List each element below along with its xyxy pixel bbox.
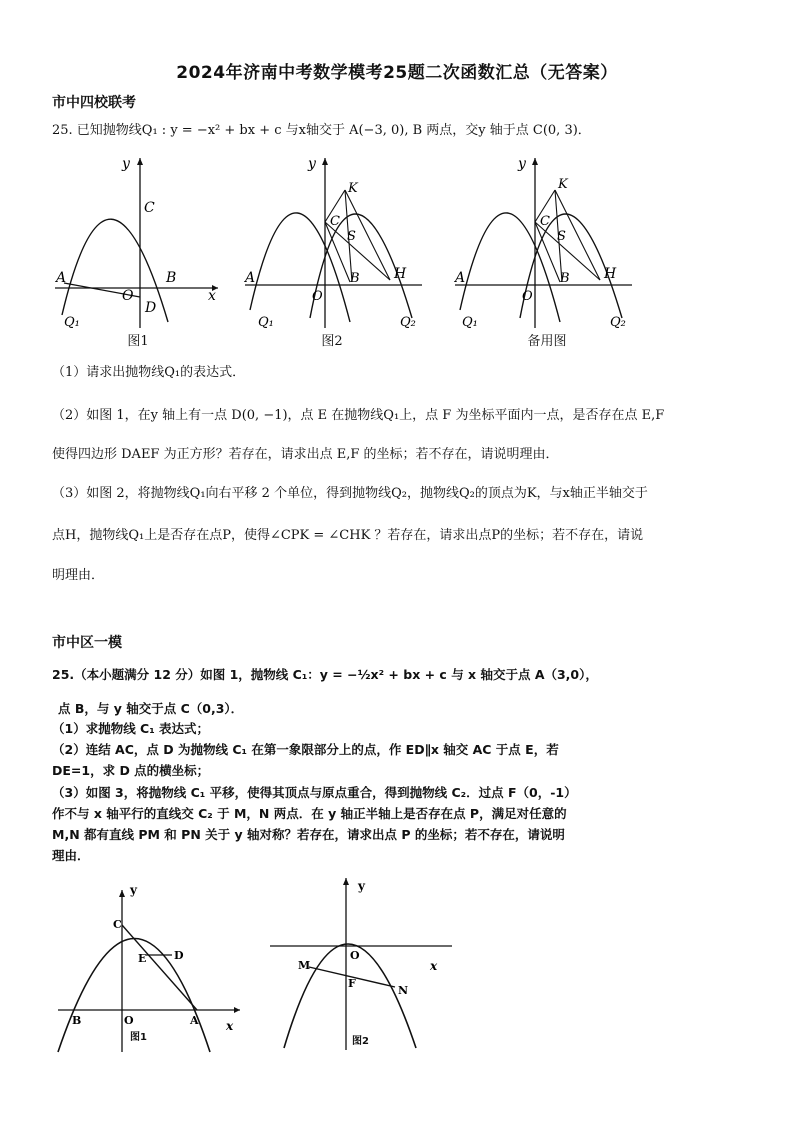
svg-text:A: A xyxy=(455,270,466,286)
svg-text:O: O xyxy=(350,949,360,962)
page-title: 2024年济南中考数学模考25题二次函数汇总（无答案） xyxy=(176,63,618,83)
svg-text:K: K xyxy=(348,181,358,196)
question-b3-line2: 作不与 x 轴平行的直线交 C₂ 于 M，N 两点．在 y 轴正半轴上是否存在点 P，满足对任意的 xyxy=(52,806,567,821)
svg-text:C: C xyxy=(113,918,122,931)
svg-text:F: F xyxy=(348,977,356,990)
question-b2-line1: （2）连结 AC，点 D 为抛物线 C₁ 在第一象限部分上的点，作 ED∥x 轴交 AC 于点 E，若 xyxy=(52,742,559,757)
problem-25b-line2: 点 B，与 y 轴交于点 C（0,3）． xyxy=(58,701,244,716)
figure-1-caption: 图1 xyxy=(127,334,149,349)
question-b3-line1: （3）如图 3，将抛物线 C₁ 平移，使得其顶点与原点重合，得到抛物线 C₂．过点 F（0，-1） xyxy=(52,785,577,800)
svg-text:x: x xyxy=(430,959,438,973)
svg-text:K: K xyxy=(558,177,568,192)
svg-text:A: A xyxy=(190,1014,199,1027)
question-b3-line4: 理由． xyxy=(52,848,90,863)
question-b1: （1）求抛物线 C₁ 表达式； xyxy=(52,721,210,736)
svg-text:S: S xyxy=(347,229,356,244)
svg-text:D: D xyxy=(174,949,184,962)
svg-text:E: E xyxy=(138,952,147,965)
svg-text:H: H xyxy=(394,266,407,282)
svg-text:x: x xyxy=(226,1019,234,1033)
svg-text:B: B xyxy=(72,1014,82,1027)
svg-text:O: O xyxy=(522,289,533,304)
label-a: A xyxy=(56,270,67,286)
problem-25-statement: 25. 已知抛物线Q₁ : y = −x² + bx + c 与x轴交于 A(−3, 0), B 两点，交y 轴于点 C(0, 3)． xyxy=(52,123,591,138)
svg-text:O: O xyxy=(312,289,323,304)
svg-text:y: y xyxy=(358,879,365,893)
svg-text:Q₁: Q₁ xyxy=(462,315,478,330)
question-3-line2: 点H，抛物线Q₁上是否存在点P，使得∠CPK = ∠CHK ？若存在，请求出点P的坐标；若不存在，请说 xyxy=(52,528,644,543)
figure-2-graph xyxy=(240,150,430,335)
label-c: C xyxy=(144,200,155,216)
question-1: （1）请求出抛物线Q₁的表达式． xyxy=(52,365,246,380)
figure-b1-graph xyxy=(50,880,250,1055)
figure-backup-graph xyxy=(450,150,640,335)
question-b2-line2: DE=1，求 D 点的横坐标； xyxy=(52,763,210,778)
figure-1-graph xyxy=(50,150,230,335)
svg-text:Q₂: Q₂ xyxy=(400,315,416,330)
label-d: D xyxy=(145,300,157,316)
question-3-line1: （3）如图 2，将抛物线Q₁向右平移 2 个单位，得到抛物线Q₂，抛物线Q₂的顶点为K，与x轴正半轴交于 xyxy=(52,486,648,501)
svg-text:y: y xyxy=(308,156,316,172)
svg-text:H: H xyxy=(604,266,617,282)
svg-text:C: C xyxy=(540,214,550,229)
label-b: B xyxy=(166,270,177,286)
figure-backup-caption: 备用图 xyxy=(527,334,567,349)
question-3-line3: 明理由． xyxy=(52,568,105,583)
svg-text:Q₁: Q₁ xyxy=(258,315,274,330)
problem-25b-line1: 25.（本小题满分 12 分）如图 1，抛物线 C₁：y = −½x² + bx + c 与 x 轴交于点 A（3,0）， xyxy=(52,667,598,682)
svg-text:A: A xyxy=(245,270,256,286)
label-y: y xyxy=(122,156,130,172)
svg-text:M: M xyxy=(298,959,311,972)
svg-text:B: B xyxy=(560,271,570,286)
question-2-line1: （2）如图 1，在y 轴上有一点 D(0, −1)，点 E 在抛物线Q₁上，点 F 为坐标平面内一点，是否存在点 E,F xyxy=(52,408,665,423)
svg-text:C: C xyxy=(330,214,340,229)
label-q1: Q₁ xyxy=(64,315,80,330)
question-b3-line3: M,N 都有直线 PM 和 PN 关于 y 轴对称？若存在，请求出点 P 的坐标；若不存在，请说明 xyxy=(52,827,565,842)
parabola-q1 xyxy=(250,213,350,322)
section-heading-2: 市中区一模 xyxy=(52,635,122,651)
svg-text:O: O xyxy=(124,1014,134,1027)
label-x: x xyxy=(208,288,216,304)
figure-b1-caption: 图1 xyxy=(130,1032,147,1043)
figure-b2-graph xyxy=(262,870,462,1055)
svg-text:y: y xyxy=(130,883,137,897)
svg-text:S: S xyxy=(557,229,566,244)
label-o: O xyxy=(122,288,134,304)
svg-text:Q₂: Q₂ xyxy=(610,315,626,330)
figure-2-caption: 图2 xyxy=(321,334,343,349)
section-heading-1: 市中四校联考 xyxy=(52,95,136,111)
svg-text:B: B xyxy=(350,271,360,286)
figure-b2-caption: 图2 xyxy=(352,1036,369,1047)
svg-text:y: y xyxy=(518,156,526,172)
question-2-line2: 使得四边形 DAEF 为正方形？若存在，请求出点 E,F 的坐标；若不存在，请说明理由． xyxy=(52,447,559,462)
svg-text:N: N xyxy=(398,984,409,997)
